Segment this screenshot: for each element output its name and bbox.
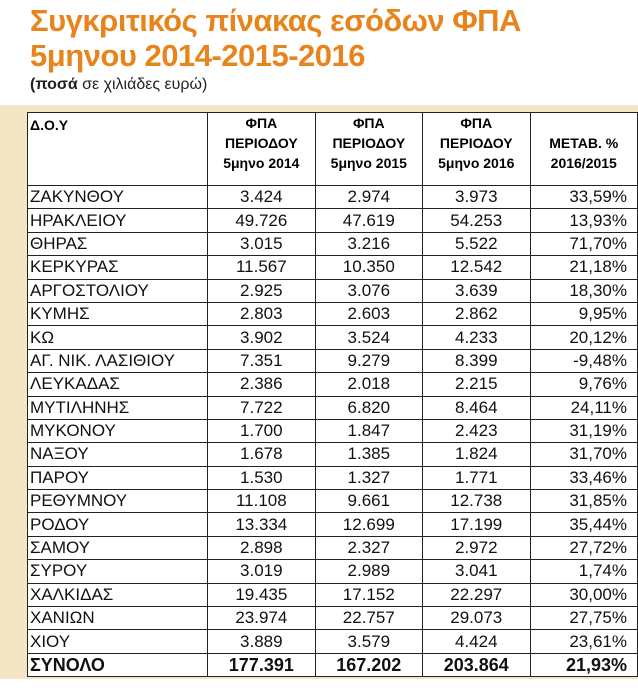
cell-vat-2015: 3.579 xyxy=(315,630,422,653)
table-row xyxy=(28,443,638,466)
cell-vat-2016: 3.041 xyxy=(423,560,530,583)
table-row xyxy=(28,326,638,349)
title-line-2: 5μηνου 2014-2015-2016 xyxy=(30,38,366,73)
cell-vat-2016: 54.253 xyxy=(423,209,530,232)
cell-vat-2014: 3.902 xyxy=(208,326,315,349)
cell-vat-2014: 11.567 xyxy=(208,256,315,279)
cell-vat-2015: 3.524 xyxy=(315,326,422,349)
header-change-line-2: 2016/2015 xyxy=(550,155,617,171)
cell-vat-2016: 2.862 xyxy=(423,302,530,325)
header-2014-line-2: ΠΕΡΙΟΔΟΥ xyxy=(224,135,298,151)
cell-vat-2014: 23.974 xyxy=(208,607,315,630)
total-row xyxy=(28,653,638,676)
subtitle-rest: σε χιλιάδες ευρώ) xyxy=(77,76,208,93)
cell-vat-2016: 3.973 xyxy=(423,186,530,209)
cell-dou: ΧΙΟΥ xyxy=(28,630,208,653)
cell-vat-2015: 1.847 xyxy=(315,419,422,442)
header-2015 xyxy=(315,113,422,186)
table-row xyxy=(28,583,638,606)
cell-dou: ΗΡΑΚΛΕΙΟΥ xyxy=(28,209,208,232)
table-row xyxy=(28,560,638,583)
cell-vat-2014: 1.678 xyxy=(208,443,315,466)
cell-vat-2014: 7.351 xyxy=(208,349,315,372)
cell-vat-2014: 2.898 xyxy=(208,536,315,559)
header-change xyxy=(530,113,638,186)
total-vat-2016: 203.864 xyxy=(423,653,530,676)
cell-vat-2015: 22.757 xyxy=(315,607,422,630)
cell-vat-2016: 1.824 xyxy=(423,443,530,466)
cell-vat-2014: 3.019 xyxy=(208,560,315,583)
cell-vat-2014: 2.803 xyxy=(208,302,315,325)
cell-change-pct: 13,93% xyxy=(530,209,638,232)
cell-vat-2014: 49.726 xyxy=(208,209,315,232)
table-row xyxy=(28,466,638,489)
table-row xyxy=(28,373,638,396)
cell-vat-2016: 4.233 xyxy=(423,326,530,349)
cell-vat-2016: 22.297 xyxy=(423,583,530,606)
table-row xyxy=(28,513,638,536)
cell-vat-2015: 1.385 xyxy=(315,443,422,466)
cell-vat-2015: 2.974 xyxy=(315,186,422,209)
table-row xyxy=(28,232,638,255)
cell-dou: ΛΕΥΚΑΔΑΣ xyxy=(28,373,208,396)
cell-vat-2014: 11.108 xyxy=(208,490,315,513)
cell-change-pct: 18,30% xyxy=(530,279,638,302)
cell-change-pct: 24,11% xyxy=(530,396,638,419)
cell-change-pct: 30,00% xyxy=(530,583,638,606)
cell-vat-2015: 17.152 xyxy=(315,583,422,606)
header-2016 xyxy=(423,113,530,186)
cell-dou: ΝΑΞΟΥ xyxy=(28,443,208,466)
cell-vat-2016: 29.073 xyxy=(423,607,530,630)
cell-vat-2014: 1.700 xyxy=(208,419,315,442)
cell-vat-2015: 2.018 xyxy=(315,373,422,396)
cell-dou: ΚΥΜΗΣ xyxy=(28,302,208,325)
cell-dou: ΘΗΡΑΣ xyxy=(28,232,208,255)
cell-vat-2016: 5.522 xyxy=(423,232,530,255)
cell-vat-2016: 2.423 xyxy=(423,419,530,442)
table-row xyxy=(28,256,638,279)
cell-change-pct: 33,46% xyxy=(530,466,638,489)
cell-vat-2014: 19.435 xyxy=(208,583,315,606)
cell-vat-2015: 3.216 xyxy=(315,232,422,255)
cell-vat-2014: 2.925 xyxy=(208,279,315,302)
cell-vat-2015: 6.820 xyxy=(315,396,422,419)
cell-vat-2016: 2.972 xyxy=(423,536,530,559)
cell-dou: ΣΥΡΟΥ xyxy=(28,560,208,583)
cell-dou: ΜΥΤΙΛΗΝΗΣ xyxy=(28,396,208,419)
header-2016-line-2: ΠΕΡΙΟΔΟΥ xyxy=(439,135,513,151)
header-change-line-1: ΜΕΤΑΒ. % xyxy=(549,135,619,151)
cell-vat-2014: 2.386 xyxy=(208,373,315,396)
header-2016-line-3: 5μηνο 2016 xyxy=(438,155,515,171)
total-change-pct: 21,93% xyxy=(530,653,638,676)
cell-vat-2014: 3.424 xyxy=(208,186,315,209)
vat-comparison-table xyxy=(27,112,638,677)
cell-dou: ΡΕΘΥΜΝΟΥ xyxy=(28,490,208,513)
table-panel xyxy=(0,105,638,679)
cell-change-pct: 71,70% xyxy=(530,232,638,255)
header-dou: Δ.Ο.Υ xyxy=(28,113,208,186)
cell-change-pct: 31,85% xyxy=(530,490,638,513)
cell-vat-2016: 2.215 xyxy=(423,373,530,396)
cell-change-pct: 31,19% xyxy=(530,419,638,442)
title-line-1: Συγκριτικός πίνακας εσόδων ΦΠΑ xyxy=(30,3,521,38)
header-2014-line-1: ΦΠΑ xyxy=(245,115,278,131)
cell-vat-2016: 8.399 xyxy=(423,349,530,372)
cell-vat-2016: 12.738 xyxy=(423,490,530,513)
cell-vat-2015: 3.076 xyxy=(315,279,422,302)
cell-change-pct: 33,59% xyxy=(530,186,638,209)
cell-vat-2015: 2.327 xyxy=(315,536,422,559)
cell-vat-2016: 8.464 xyxy=(423,396,530,419)
total-vat-2014: 177.391 xyxy=(208,653,315,676)
table-row xyxy=(28,607,638,630)
table-row xyxy=(28,396,638,419)
cell-vat-2015: 1.327 xyxy=(315,466,422,489)
cell-change-pct: 9,95% xyxy=(530,302,638,325)
cell-change-pct: 20,12% xyxy=(530,326,638,349)
cell-vat-2016: 12.542 xyxy=(423,256,530,279)
cell-change-pct: 31,70% xyxy=(530,443,638,466)
cell-change-pct: 9,76% xyxy=(530,373,638,396)
header-2014-line-3: 5μηνο 2014 xyxy=(223,155,300,171)
cell-change-pct: 1,74% xyxy=(530,560,638,583)
cell-dou: ΠΑΡΟΥ xyxy=(28,466,208,489)
header-2015-line-1: ΦΠΑ xyxy=(352,115,385,131)
cell-vat-2015: 9.279 xyxy=(315,349,422,372)
cell-vat-2015: 9.661 xyxy=(315,490,422,513)
cell-dou: ΧΑΝΙΩΝ xyxy=(28,607,208,630)
cell-dou: ΡΟΔΟΥ xyxy=(28,513,208,536)
table-row xyxy=(28,302,638,325)
cell-vat-2014: 13.334 xyxy=(208,513,315,536)
cell-dou: ΑΡΓΟΣΤΟΛΙΟΥ xyxy=(28,279,208,302)
table-row xyxy=(28,209,638,232)
table-row xyxy=(28,630,638,653)
cell-vat-2015: 12.699 xyxy=(315,513,422,536)
cell-vat-2016: 3.639 xyxy=(423,279,530,302)
cell-change-pct: -9,48% xyxy=(530,349,638,372)
cell-change-pct: 27,72% xyxy=(530,536,638,559)
header-2016-line-1: ΦΠΑ xyxy=(460,115,493,131)
header-2015-line-3: 5μηνο 2015 xyxy=(330,155,407,171)
cell-dou: ΚΩ xyxy=(28,326,208,349)
cell-vat-2015: 2.603 xyxy=(315,302,422,325)
cell-vat-2014: 7.722 xyxy=(208,396,315,419)
cell-vat-2015: 2.989 xyxy=(315,560,422,583)
cell-dou: ΣΑΜΟΥ xyxy=(28,536,208,559)
subtitle-bold: (ποσά xyxy=(30,76,78,93)
page-title xyxy=(30,3,521,73)
cell-vat-2014: 3.889 xyxy=(208,630,315,653)
table-row xyxy=(28,419,638,442)
total-dou: ΣΥΝΟΛΟ xyxy=(28,653,208,676)
table-body xyxy=(28,186,638,677)
cell-vat-2016: 4.424 xyxy=(423,630,530,653)
cell-dou: ΑΓ. ΝΙΚ. ΛΑΣΙΘΙΟΥ xyxy=(28,349,208,372)
cell-dou: ΧΑΛΚΙΔΑΣ xyxy=(28,583,208,606)
table-row xyxy=(28,186,638,209)
cell-change-pct: 27,75% xyxy=(530,607,638,630)
cell-vat-2014: 3.015 xyxy=(208,232,315,255)
table-row xyxy=(28,490,638,513)
table-row xyxy=(28,349,638,372)
table-row xyxy=(28,279,638,302)
table-row xyxy=(28,536,638,559)
cell-dou: ΜΥΚΟΝΟΥ xyxy=(28,419,208,442)
cell-vat-2015: 47.619 xyxy=(315,209,422,232)
cell-vat-2016: 17.199 xyxy=(423,513,530,536)
table-header-row xyxy=(28,113,638,186)
cell-change-pct: 21,18% xyxy=(530,256,638,279)
cell-vat-2016: 1.771 xyxy=(423,466,530,489)
cell-dou: ΚΕΡΚΥΡΑΣ xyxy=(28,256,208,279)
cell-change-pct: 23,61% xyxy=(530,630,638,653)
subtitle xyxy=(30,76,207,94)
cell-change-pct: 35,44% xyxy=(530,513,638,536)
header-2014 xyxy=(208,113,315,186)
total-vat-2015: 167.202 xyxy=(315,653,422,676)
cell-vat-2014: 1.530 xyxy=(208,466,315,489)
cell-vat-2015: 10.350 xyxy=(315,256,422,279)
header-2015-line-2: ΠΕΡΙΟΔΟΥ xyxy=(332,135,406,151)
cell-dou: ΖΑΚΥΝΘΟΥ xyxy=(28,186,208,209)
